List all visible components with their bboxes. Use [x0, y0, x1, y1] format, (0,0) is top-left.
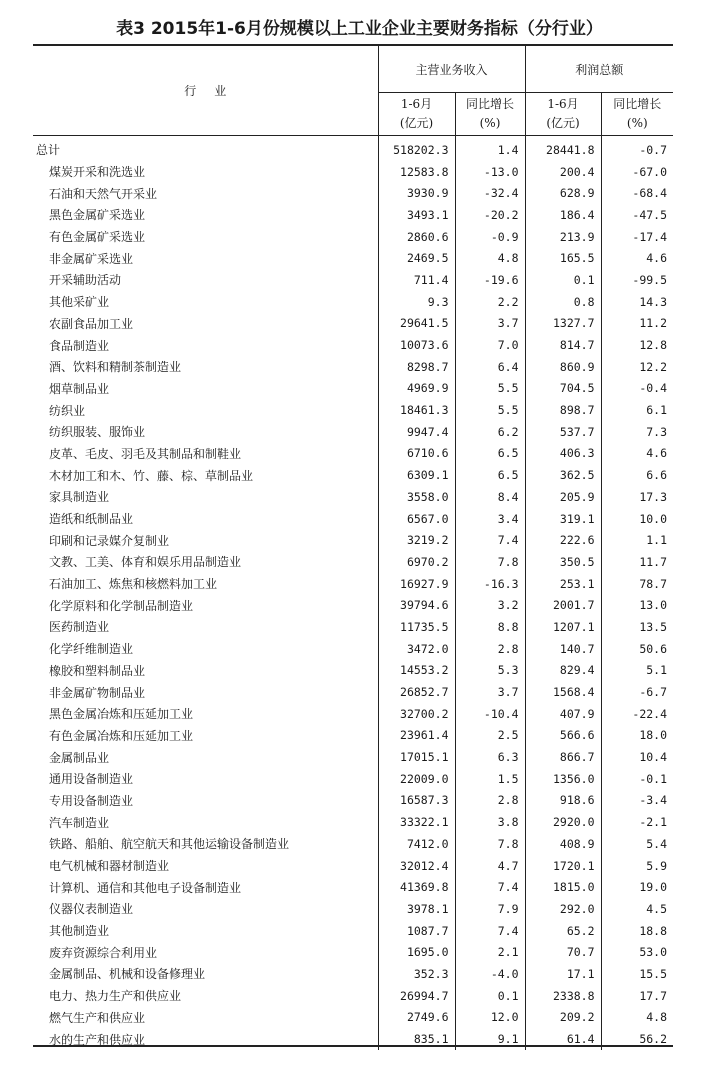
table-row — [33, 486, 673, 508]
industry-name-cell: 农副食品加工业 — [49, 316, 134, 331]
revenue-cell: 2749.6 — [378, 1007, 455, 1029]
profit-cell: 186.4 — [525, 204, 601, 226]
profit-cell: 2338.8 — [525, 985, 601, 1007]
revenue-cell: 26994.7 — [378, 985, 455, 1007]
revenue-cell: 518202.3 — [378, 136, 455, 161]
table-row — [33, 638, 673, 660]
table-row — [33, 378, 673, 400]
profit-growth-cell: -68.4 — [601, 182, 673, 204]
profit-growth-cell: 11.2 — [601, 313, 673, 335]
table-row — [33, 681, 673, 703]
profit-growth-cell: 4.6 — [601, 443, 673, 465]
revenue-growth-cell: -0.9 — [455, 226, 525, 248]
revenue-growth-cell: 3.4 — [455, 508, 525, 530]
revenue-growth-cell: -20.2 — [455, 204, 525, 226]
profit-cell: 205.9 — [525, 486, 601, 508]
profit-growth-cell: 17.3 — [601, 486, 673, 508]
profit-group-header: 利润总额 — [525, 45, 673, 93]
profit-growth-cell: 13.5 — [601, 616, 673, 638]
revenue-cell: 3558.0 — [378, 486, 455, 508]
table-row — [33, 226, 673, 248]
profit-cell: 866.7 — [525, 746, 601, 768]
financial-indicators-table — [33, 44, 673, 1050]
industry-name-cell: 废弃资源综合利用业 — [49, 945, 158, 960]
profit-cell: 829.4 — [525, 660, 601, 682]
revenue-growth-cell: 5.3 — [455, 660, 525, 682]
table-row — [33, 182, 673, 204]
table-row — [33, 508, 673, 530]
revenue-cell: 1087.7 — [378, 920, 455, 942]
revenue-cell: 352.3 — [378, 963, 455, 985]
profit-growth-cell: -99.5 — [601, 269, 673, 291]
table-row — [33, 876, 673, 898]
industry-name-cell: 铁路、船舶、航空航天和其他运输设备制造业 — [49, 837, 290, 852]
profit-cell: 200.4 — [525, 161, 601, 183]
revenue-period-header: 1-6月 (亿元) — [378, 93, 455, 136]
profit-growth-cell: 10.4 — [601, 746, 673, 768]
revenue-growth-cell: 8.8 — [455, 616, 525, 638]
profit-cell: 1720.1 — [525, 855, 601, 877]
industry-name-cell: 有色金属冶炼和压延加工业 — [49, 728, 194, 743]
profit-growth-cell: 17.7 — [601, 985, 673, 1007]
table-row — [33, 464, 673, 486]
table-row — [33, 725, 673, 747]
profit-growth-cell: 11.7 — [601, 551, 673, 573]
revenue-cell: 32700.2 — [378, 703, 455, 725]
revenue-growth-cell: 7.4 — [455, 876, 525, 898]
profit-growth-cell: -17.4 — [601, 226, 673, 248]
profit-growth-cell: 10.0 — [601, 508, 673, 530]
profit-growth-cell: 13.0 — [601, 594, 673, 616]
profit-growth-cell: 14.3 — [601, 291, 673, 313]
industry-name-cell: 橡胶和塑料制品业 — [49, 663, 146, 678]
revenue-cell: 3978.1 — [378, 898, 455, 920]
revenue-growth-cell: 3.2 — [455, 594, 525, 616]
profit-cell: 165.5 — [525, 247, 601, 269]
profit-growth-cell: 5.9 — [601, 855, 673, 877]
table-row — [33, 399, 673, 421]
industry-name-cell: 非金属矿物制品业 — [49, 685, 146, 700]
table-row — [33, 746, 673, 768]
profit-growth-cell: 4.6 — [601, 247, 673, 269]
profit-cell: 0.1 — [525, 269, 601, 291]
table-row — [33, 334, 673, 356]
revenue-growth-cell: 4.8 — [455, 247, 525, 269]
revenue-growth-cell: 5.5 — [455, 378, 525, 400]
profit-cell: 70.7 — [525, 941, 601, 963]
table-row — [33, 247, 673, 269]
table-row — [33, 161, 673, 183]
industry-name-cell: 石油和天然气开采业 — [49, 186, 158, 201]
industry-name-cell: 汽车制造业 — [49, 815, 110, 830]
profit-cell: 140.7 — [525, 638, 601, 660]
table-row — [33, 269, 673, 291]
industry-name-cell: 其他采矿业 — [49, 295, 110, 310]
profit-growth-cell: -22.4 — [601, 703, 673, 725]
revenue-growth-cell: 6.5 — [455, 464, 525, 486]
table-row — [33, 790, 673, 812]
revenue-growth-cell: 4.7 — [455, 855, 525, 877]
revenue-cell: 6309.1 — [378, 464, 455, 486]
industry-name-cell: 文教、工美、体育和娱乐用品制造业 — [49, 555, 242, 570]
profit-cell: 222.6 — [525, 529, 601, 551]
profit-growth-cell: -0.4 — [601, 378, 673, 400]
revenue-cell: 22009.0 — [378, 768, 455, 790]
industry-name-cell: 金属制品、机械和设备修理业 — [49, 967, 206, 982]
profit-cell: 253.1 — [525, 573, 601, 595]
table-body — [33, 136, 673, 1050]
revenue-growth-cell: 6.5 — [455, 443, 525, 465]
profit-cell: 628.9 — [525, 182, 601, 204]
profit-cell: 1356.0 — [525, 768, 601, 790]
revenue-cell: 14553.2 — [378, 660, 455, 682]
table-row — [33, 313, 673, 335]
industry-name-cell: 燃气生产和供应业 — [49, 1010, 146, 1025]
revenue-growth-cell: -16.3 — [455, 573, 525, 595]
revenue-cell: 9.3 — [378, 291, 455, 313]
revenue-growth-cell: 2.8 — [455, 638, 525, 660]
profit-cell: 1815.0 — [525, 876, 601, 898]
industry-name-cell: 纺织业 — [49, 403, 86, 418]
profit-cell: 2920.0 — [525, 811, 601, 833]
revenue-cell: 33322.1 — [378, 811, 455, 833]
profit-growth-cell: 4.8 — [601, 1007, 673, 1029]
table-row — [33, 855, 673, 877]
industry-name-cell: 黑色金属冶炼和压延加工业 — [49, 707, 194, 722]
industry-name-cell: 通用设备制造业 — [49, 772, 134, 787]
profit-cell: 406.3 — [525, 443, 601, 465]
table-row — [33, 551, 673, 573]
revenue-cell: 3472.0 — [378, 638, 455, 660]
profit-growth-cell: 15.5 — [601, 963, 673, 985]
profit-cell: 350.5 — [525, 551, 601, 573]
industry-name-cell: 煤炭开采和洗选业 — [49, 165, 146, 180]
revenue-growth-cell: -4.0 — [455, 963, 525, 985]
revenue-growth-cell: 7.9 — [455, 898, 525, 920]
revenue-cell: 6567.0 — [378, 508, 455, 530]
industry-name-cell: 黑色金属矿采选业 — [49, 208, 146, 223]
profit-cell: 319.1 — [525, 508, 601, 530]
table-row — [33, 985, 673, 1007]
industry-name-cell: 造纸和纸制品业 — [49, 512, 134, 527]
revenue-cell: 7412.0 — [378, 833, 455, 855]
industry-name-cell: 金属制品业 — [49, 750, 110, 765]
profit-cell: 65.2 — [525, 920, 601, 942]
industry-name-cell: 化学纤维制造业 — [49, 642, 134, 657]
revenue-growth-cell: 0.1 — [455, 985, 525, 1007]
bottom-rule — [33, 1045, 673, 1047]
industry-name-cell: 石油加工、炼焦和核燃料加工业 — [49, 577, 218, 592]
profit-growth-cell: -6.7 — [601, 681, 673, 703]
revenue-cell: 16587.3 — [378, 790, 455, 812]
profit-growth-cell: 53.0 — [601, 941, 673, 963]
table-row — [33, 573, 673, 595]
revenue-cell: 835.1 — [378, 1028, 455, 1050]
table-row — [33, 963, 673, 985]
profit-growth-cell: 1.1 — [601, 529, 673, 551]
profit-growth-cell: -67.0 — [601, 161, 673, 183]
revenue-cell: 4969.9 — [378, 378, 455, 400]
table-row — [33, 356, 673, 378]
revenue-cell: 6710.6 — [378, 443, 455, 465]
industry-name-cell: 其他制造业 — [49, 924, 110, 939]
revenue-growth-cell: 5.5 — [455, 399, 525, 421]
profit-cell: 1327.7 — [525, 313, 601, 335]
profit-growth-cell: 6.1 — [601, 399, 673, 421]
industry-name-cell: 酒、饮料和精制茶制造业 — [49, 360, 182, 375]
revenue-cell: 2860.6 — [378, 226, 455, 248]
revenue-growth-cell: -19.6 — [455, 269, 525, 291]
profit-growth-cell: 50.6 — [601, 638, 673, 660]
revenue-growth-cell: 2.2 — [455, 291, 525, 313]
profit-cell: 918.6 — [525, 790, 601, 812]
revenue-growth-cell: -10.4 — [455, 703, 525, 725]
profit-cell: 2001.7 — [525, 594, 601, 616]
revenue-growth-cell: 2.5 — [455, 725, 525, 747]
profit-cell: 292.0 — [525, 898, 601, 920]
profit-cell: 537.7 — [525, 421, 601, 443]
table-row — [33, 811, 673, 833]
table-title: 表3 2015年1-6月份规模以上工业企业主要财务指标（分行业） — [116, 19, 603, 39]
revenue-cell: 12583.8 — [378, 161, 455, 183]
revenue-cell: 3493.1 — [378, 204, 455, 226]
revenue-cell: 26852.7 — [378, 681, 455, 703]
profit-growth-cell: 18.8 — [601, 920, 673, 942]
profit-growth-cell: -0.7 — [601, 136, 673, 161]
profit-cell: 213.9 — [525, 226, 601, 248]
revenue-growth-cell: 2.8 — [455, 790, 525, 812]
industry-name-cell: 非金属矿采选业 — [49, 251, 134, 266]
table-row — [33, 833, 673, 855]
table-row — [33, 660, 673, 682]
industry-name-cell: 化学原料和化学制品制造业 — [49, 598, 194, 613]
revenue-growth-cell: 7.4 — [455, 920, 525, 942]
profit-cell: 408.9 — [525, 833, 601, 855]
industry-name-cell: 木材加工和木、竹、藤、棕、草制品业 — [49, 468, 254, 483]
profit-cell: 407.9 — [525, 703, 601, 725]
industry-name-cell: 专用设备制造业 — [49, 793, 134, 808]
revenue-growth-cell: 6.2 — [455, 421, 525, 443]
revenue-cell: 3930.9 — [378, 182, 455, 204]
revenue-growth-cell: 3.8 — [455, 811, 525, 833]
profit-growth-cell: 18.0 — [601, 725, 673, 747]
revenue-growth-cell: 8.4 — [455, 486, 525, 508]
revenue-growth-cell: 7.8 — [455, 551, 525, 573]
industry-name-cell: 家具制造业 — [49, 490, 110, 505]
industry-name-cell: 开采辅助活动 — [49, 273, 122, 288]
revenue-cell: 17015.1 — [378, 746, 455, 768]
industry-name-cell: 医药制造业 — [49, 620, 110, 635]
profit-cell: 61.4 — [525, 1028, 601, 1050]
profit-growth-header: 同比增长 (%) — [601, 93, 673, 136]
industry-name-cell: 计算机、通信和其他电子设备制造业 — [49, 880, 242, 895]
profit-growth-cell: -47.5 — [601, 204, 673, 226]
industry-name-cell: 电气机械和器材制造业 — [49, 859, 170, 874]
table-row — [33, 204, 673, 226]
profit-cell: 362.5 — [525, 464, 601, 486]
table-row — [33, 443, 673, 465]
revenue-growth-cell: 6.3 — [455, 746, 525, 768]
profit-growth-cell: 5.4 — [601, 833, 673, 855]
industry-name-cell: 有色金属矿采选业 — [49, 230, 146, 245]
revenue-growth-cell: 7.0 — [455, 334, 525, 356]
profit-growth-cell: -0.1 — [601, 768, 673, 790]
table-row — [33, 421, 673, 443]
profit-cell: 566.6 — [525, 725, 601, 747]
revenue-cell: 2469.5 — [378, 247, 455, 269]
profit-cell: 0.8 — [525, 291, 601, 313]
table-row — [33, 616, 673, 638]
industry-name-cell: 皮革、毛皮、羽毛及其制品和制鞋业 — [49, 446, 242, 461]
profit-growth-cell: 78.7 — [601, 573, 673, 595]
industry-header: 行业 — [33, 45, 378, 136]
profit-period-header: 1-6月 (亿元) — [525, 93, 601, 136]
profit-cell: 1207.1 — [525, 616, 601, 638]
revenue-cell: 10073.6 — [378, 334, 455, 356]
revenue-growth-header: 同比增长 (%) — [455, 93, 525, 136]
industry-name-cell: 电力、热力生产和供应业 — [49, 989, 182, 1004]
profit-cell: 898.7 — [525, 399, 601, 421]
table-row — [33, 941, 673, 963]
revenue-cell: 1695.0 — [378, 941, 455, 963]
profit-growth-cell: 56.2 — [601, 1028, 673, 1050]
table-row — [33, 768, 673, 790]
profit-cell: 1568.4 — [525, 681, 601, 703]
profit-growth-cell: 12.8 — [601, 334, 673, 356]
industry-name-cell: 仪器仪表制造业 — [49, 902, 134, 917]
revenue-cell: 39794.6 — [378, 594, 455, 616]
industry-name-cell: 纺织服装、服饰业 — [49, 425, 146, 440]
profit-growth-cell: 12.2 — [601, 356, 673, 378]
profit-cell: 814.7 — [525, 334, 601, 356]
revenue-growth-cell: 1.4 — [455, 136, 525, 161]
table-row — [33, 920, 673, 942]
revenue-cell: 3219.2 — [378, 529, 455, 551]
profit-growth-cell: 19.0 — [601, 876, 673, 898]
revenue-growth-cell: 2.1 — [455, 941, 525, 963]
revenue-growth-cell: 6.4 — [455, 356, 525, 378]
revenue-cell: 29641.5 — [378, 313, 455, 335]
industry-name-cell: 水的生产和供应业 — [49, 1032, 146, 1047]
profit-cell: 17.1 — [525, 963, 601, 985]
profit-cell: 704.5 — [525, 378, 601, 400]
revenue-growth-cell: 1.5 — [455, 768, 525, 790]
revenue-cell: 41369.8 — [378, 876, 455, 898]
revenue-cell: 23961.4 — [378, 725, 455, 747]
profit-cell: 209.2 — [525, 1007, 601, 1029]
revenue-cell: 9947.4 — [378, 421, 455, 443]
revenue-growth-cell: 3.7 — [455, 681, 525, 703]
industry-name-cell: 食品制造业 — [49, 338, 110, 353]
profit-growth-cell: 7.3 — [601, 421, 673, 443]
table-row — [33, 291, 673, 313]
revenue-cell: 8298.7 — [378, 356, 455, 378]
revenue-cell: 6970.2 — [378, 551, 455, 573]
revenue-growth-cell: -13.0 — [455, 161, 525, 183]
profit-cell: 28441.8 — [525, 136, 601, 161]
revenue-growth-cell: -32.4 — [455, 182, 525, 204]
revenue-group-header: 主营业务收入 — [378, 45, 525, 93]
table-row — [33, 594, 673, 616]
industry-name-cell: 总计 — [36, 143, 61, 158]
profit-growth-cell: -3.4 — [601, 790, 673, 812]
profit-cell: 860.9 — [525, 356, 601, 378]
revenue-cell: 16927.9 — [378, 573, 455, 595]
industry-name-cell: 烟草制品业 — [49, 381, 110, 396]
revenue-cell: 711.4 — [378, 269, 455, 291]
revenue-cell: 32012.4 — [378, 855, 455, 877]
profit-growth-cell: 4.5 — [601, 898, 673, 920]
industry-name-cell: 印刷和记录媒介复制业 — [49, 533, 170, 548]
table-row — [33, 703, 673, 725]
total-row — [33, 136, 673, 161]
revenue-cell: 18461.3 — [378, 399, 455, 421]
table-row — [33, 529, 673, 551]
revenue-growth-cell: 7.8 — [455, 833, 525, 855]
revenue-cell: 11735.5 — [378, 616, 455, 638]
revenue-growth-cell: 3.7 — [455, 313, 525, 335]
table-row — [33, 1007, 673, 1029]
table-row — [33, 898, 673, 920]
revenue-growth-cell: 12.0 — [455, 1007, 525, 1029]
revenue-growth-cell: 7.4 — [455, 529, 525, 551]
revenue-growth-cell: 9.1 — [455, 1028, 525, 1050]
profit-growth-cell: 6.6 — [601, 464, 673, 486]
profit-growth-cell: 5.1 — [601, 660, 673, 682]
profit-growth-cell: -2.1 — [601, 811, 673, 833]
